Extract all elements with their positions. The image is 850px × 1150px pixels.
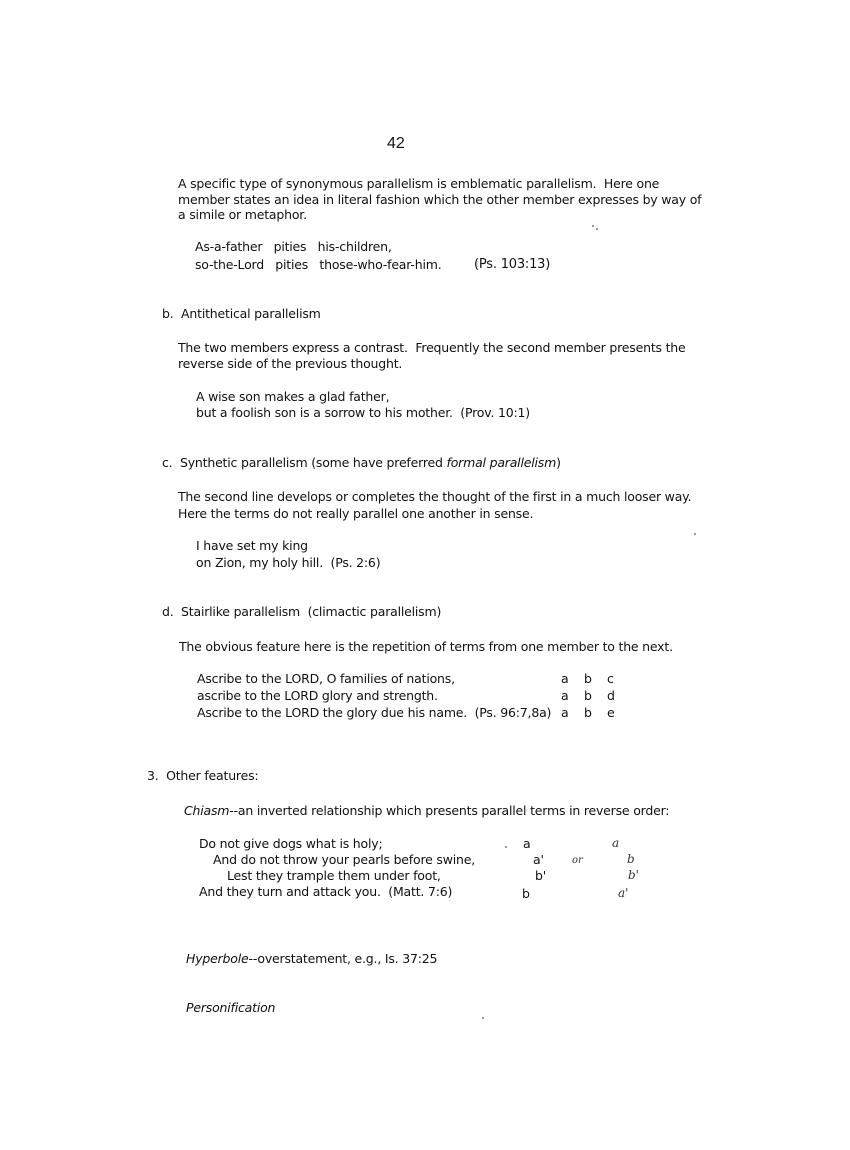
section-b-example-2: but a foolish son is a sorrow to his mother. (Prov. 10:1) [196, 405, 530, 420]
stair-row-2-c3: d [607, 688, 615, 703]
chiasm-row-1-text: Do not give dogs what is holy; [199, 836, 383, 851]
handwritten-label-1: a [612, 836, 620, 850]
handwritten-label-2: b [627, 852, 635, 866]
section-3-heading: 3. Other features: [147, 768, 259, 783]
stair-row-1-c2: b [584, 671, 592, 686]
scan-speck [592, 225, 594, 227]
section-b-line-2: reverse side of the previous thought. [178, 356, 403, 371]
intro-line-1: A specific type of synonymous parallelism is emblematic parallelism. Here one [178, 176, 660, 191]
stair-row-1-text: Ascribe to the LORD, O families of nations, [197, 671, 455, 686]
section-d-intro: The obvious feature here is the repetition of terms from one member to the next. [179, 639, 673, 654]
scan-speck [596, 228, 598, 230]
chiasm-row-4-text: And they turn and attack you. (Matt. 7:6) [199, 884, 453, 899]
personification-term: Personification [186, 1000, 276, 1015]
chiasm-text: --an inverted relationship which presents parallel terms in reverse order: [229, 803, 670, 818]
chiasm-row-3-text: Lest they trample them under foot, [227, 868, 441, 883]
chiasm-row-1-label: a [523, 836, 531, 851]
emblematic-example-ref: (Ps. 103:13) [474, 257, 551, 272]
scan-speck [482, 1017, 484, 1019]
section-c-line-1: The second line develops or completes the thought of the first in a much looser way. [178, 489, 692, 504]
chiasm-row-3-label: b' [535, 868, 546, 883]
section-c-heading [162, 455, 561, 471]
emblematic-example-line-1: As-a-father pities his-children, [195, 239, 392, 254]
stair-row-3-c1: a [561, 705, 569, 720]
handwritten-label-4: a' [618, 886, 629, 900]
stair-row-2-text: ascribe to the LORD glory and strength. [197, 688, 438, 703]
scan-speck [694, 533, 696, 535]
stair-row-1-c3: c [607, 671, 614, 686]
hyperbole-term: Hyperbole [186, 951, 249, 966]
section-c-heading-end: ) [556, 455, 561, 470]
stair-row-3-c3: e [607, 705, 615, 720]
stair-row-3-c2: b [584, 705, 592, 720]
chiasm-row-2-label: a' [533, 852, 544, 867]
chiasm-row-4-label: b [522, 886, 530, 901]
stair-row-2-c2: b [584, 688, 592, 703]
scan-speck [505, 846, 507, 848]
chiasm-term: Chiasm [184, 803, 230, 818]
section-c-heading-italic: formal parallelism [446, 455, 557, 470]
chiasm-definition [184, 803, 669, 819]
section-b-heading: b. Antithetical parallelism [162, 306, 321, 321]
handwritten-label-3: b' [628, 868, 639, 882]
stair-row-2-c1: a [561, 688, 569, 703]
page-number: 42 [387, 135, 405, 152]
stair-row-3-text: Ascribe to the LORD the glory due his name. (Ps. 96:7,8a) [197, 705, 552, 720]
intro-line-2: member states an idea in literal fashion which the other member expresses by way of [178, 192, 702, 207]
section-c-heading-text: c. Synthetic parallelism (some have preferred [162, 455, 447, 470]
section-c-example-2: on Zion, my holy hill. (Ps. 2:6) [196, 555, 381, 570]
chiasm-row-2-text: And do not throw your pearls before swine, [213, 852, 475, 867]
intro-line-3: a simile or metaphor. [178, 207, 307, 222]
section-d-heading: d. Stairlike parallelism (climactic parallelism) [162, 604, 442, 619]
stair-row-1-c1: a [561, 671, 569, 686]
section-b-example-1: A wise son makes a glad father, [196, 389, 390, 404]
hyperbole-text: --overstatement, e.g., Is. 37:25 [248, 951, 438, 966]
hyperbole-line [186, 951, 437, 967]
handwritten-or: or [572, 855, 583, 866]
section-b-line-1: The two members express a contrast. Frequently the second member presents the [178, 340, 686, 355]
section-c-example-1: I have set my king [196, 538, 308, 553]
section-c-line-2: Here the terms do not really parallel one another in sense. [178, 506, 534, 521]
emblematic-example-line-2: so-the-Lord pities those-who-fear-him. [195, 257, 442, 272]
